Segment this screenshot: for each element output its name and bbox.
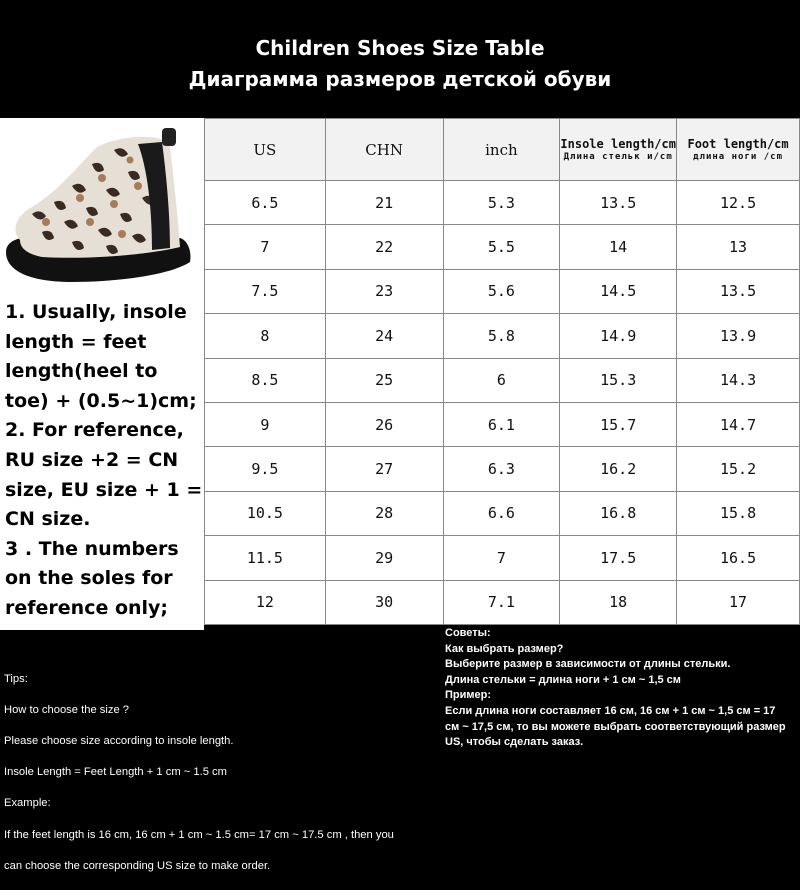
cell-us: 7.5 [205, 269, 326, 313]
table-row [205, 358, 800, 402]
table-row [205, 225, 800, 269]
cell-foot: 13.9 [677, 314, 800, 358]
cell-foot: 12.5 [677, 181, 800, 225]
tips-en-line: Insole Length = Feet Length + 1 cm ~ 1.5 cm [4, 766, 227, 779]
tips-en-line: If the feet length is 16 cm, 16 cm + 1 cm ~ 1.5 cm= 17 cm ~ 17.5 cm , then you [4, 828, 394, 841]
cell-foot: 14.7 [677, 402, 800, 446]
tips-ru-line: Как выбрать размер? [445, 642, 564, 655]
table-row [205, 402, 800, 446]
table-row [205, 491, 800, 535]
cell-chn: 29 [325, 536, 443, 580]
cell-inch: 6.6 [443, 491, 560, 535]
cell-insole: 14.5 [560, 269, 677, 313]
cell-foot: 15.2 [677, 447, 800, 491]
cell-inch: 6 [443, 358, 560, 402]
header-chn: CHN [325, 119, 443, 181]
cell-foot: 13 [677, 225, 800, 269]
cell-inch: 5.8 [443, 314, 560, 358]
tips-ru-line: Советы: [445, 627, 491, 639]
header-inch: inch [443, 119, 560, 181]
cell-us: 10.5 [205, 491, 326, 535]
cell-foot: 16.5 [677, 536, 800, 580]
header-foot-en: Foot length/cm [687, 136, 789, 151]
left-panel [0, 118, 204, 630]
table-row [205, 536, 800, 580]
table-row [205, 447, 800, 491]
cell-insole: 18 [560, 580, 677, 624]
cell-foot: 15.8 [677, 491, 800, 535]
header [0, 0, 800, 118]
tips-ru-line: US, чтобы сделать заказ. [445, 736, 584, 749]
table-row [205, 181, 800, 225]
cell-insole: 14.9 [560, 314, 677, 358]
cell-inch: 5.6 [443, 269, 560, 313]
cell-foot: 14.3 [677, 358, 800, 402]
cell-chn: 23 [325, 269, 443, 313]
header-foot-length [677, 119, 800, 181]
cell-us: 7 [205, 225, 326, 269]
table-row [205, 314, 800, 358]
size-table [204, 118, 800, 625]
cell-us: 11.5 [205, 536, 326, 580]
cell-us: 6.5 [205, 181, 326, 225]
header-insole-en: Insole length/cm [560, 136, 676, 151]
tips-ru-line: см ~ 17,5 см, то вы можете выбрать соответствующий размер [445, 720, 786, 733]
cell-insole: 14 [560, 225, 677, 269]
leopard-boot-image [2, 122, 202, 297]
tips-en-line: How to choose the size ? [4, 703, 129, 716]
cell-us: 9.5 [205, 447, 326, 491]
cell-inch: 5.3 [443, 181, 560, 225]
cell-chn: 27 [325, 447, 443, 491]
tips-ru-line: Длина стельки = длина ноги + 1 см ~ 1,5 см [445, 673, 681, 686]
title-ru: Диаграмма размеров детской обуви [188, 67, 612, 91]
cell-inch: 7 [443, 536, 560, 580]
cell-foot: 13.5 [677, 269, 800, 313]
cell-insole: 15.3 [560, 358, 677, 402]
tips-en-line: Please choose size according to insole length. [4, 734, 234, 747]
table-header-row [205, 119, 800, 181]
header-foot-ru: длина ноги /cm [693, 151, 783, 162]
cell-insole: 15.7 [560, 402, 677, 446]
cell-chn: 25 [325, 358, 443, 402]
tips-ru-line: Выберите размер в зависимости от длины стельки. [445, 658, 731, 671]
cell-us: 8.5 [205, 358, 326, 402]
cell-chn: 21 [325, 181, 443, 225]
header-insole-length [560, 119, 677, 181]
cell-insole: 16.2 [560, 447, 677, 491]
cell-chn: 28 [325, 491, 443, 535]
cell-inch: 6.3 [443, 447, 560, 491]
tips-en-line: can choose the corresponding US size to make order. [4, 859, 271, 872]
tips-ru-line: Если длина ноги составляет 16 см, 16 см + 1 см ~ 1,5 см = 17 [445, 704, 776, 717]
header-us: US [205, 119, 326, 181]
table-row [205, 269, 800, 313]
cell-inch: 5.5 [443, 225, 560, 269]
cell-insole: 13.5 [560, 181, 677, 225]
tips-en-line: Tips: [4, 672, 28, 685]
title-en: Children Shoes Size Table [255, 36, 545, 60]
size-notes: 1. Usually, insole length = feet length(heel to toe) + (0.5~1)cm; 2. For reference, RU size +2 = CN size, EU size + 1 = CN size. 3 . The numbers on the soles for reference only; [5, 301, 203, 619]
cell-us: 9 [205, 402, 326, 446]
table-row [205, 580, 800, 624]
cell-chn: 26 [325, 402, 443, 446]
cell-us: 12 [205, 580, 326, 624]
cell-insole: 17.5 [560, 536, 677, 580]
cell-inch: 7.1 [443, 580, 560, 624]
cell-foot: 17 [677, 580, 800, 624]
cell-us: 8 [205, 314, 326, 358]
cell-insole: 16.8 [560, 491, 677, 535]
tips-english [4, 656, 444, 890]
cell-inch: 6.1 [443, 402, 560, 446]
header-insole-ru: Длина стельк и/cm [563, 151, 673, 162]
cell-chn: 22 [325, 225, 443, 269]
tips-en-line: Example: [4, 797, 51, 810]
cell-chn: 30 [325, 580, 443, 624]
cell-chn: 24 [325, 314, 443, 358]
tips-russian [445, 626, 800, 751]
tips-ru-line: Пример: [445, 689, 492, 702]
